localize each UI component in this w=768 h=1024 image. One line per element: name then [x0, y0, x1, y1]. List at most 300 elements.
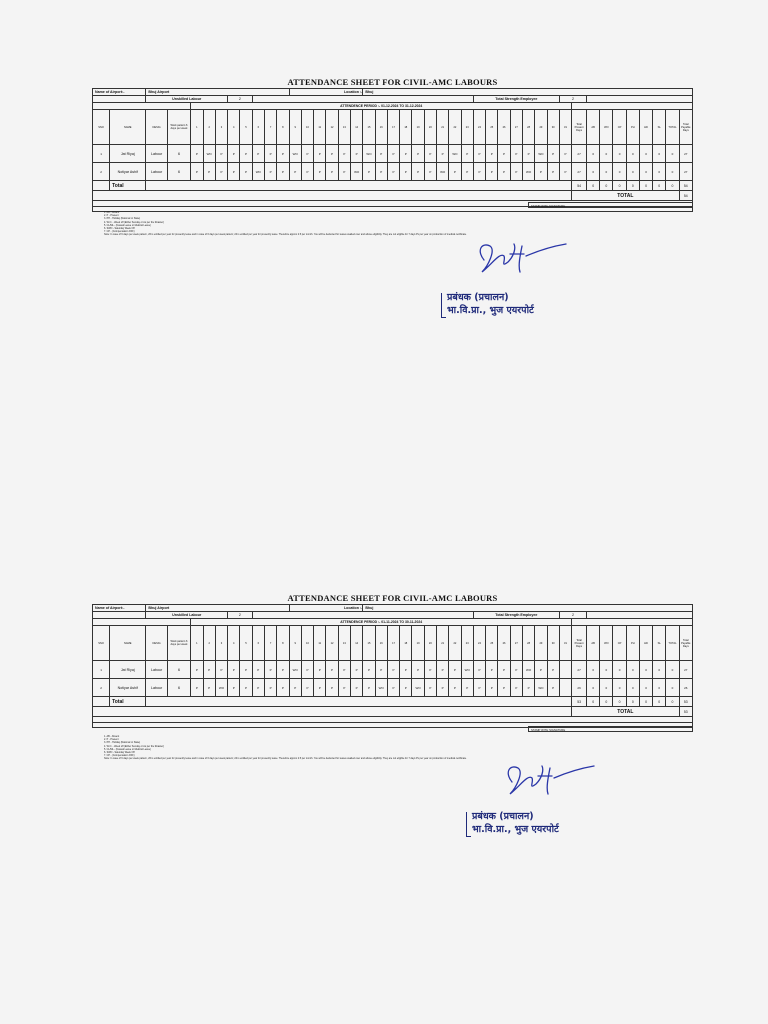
row-day-mark: P: [264, 163, 276, 181]
col-extra: CP: [613, 110, 626, 145]
row-day-mark: P: [473, 163, 485, 181]
row-day-mark: P: [449, 163, 461, 181]
col-extra: Total Payable Days: [679, 626, 692, 661]
attendance-sheet-december: [92, 77, 693, 212]
row-day-mark: P: [387, 679, 399, 697]
col-day: 27: [510, 110, 522, 145]
note-line: 3. PH - Holiday (National or State): [104, 217, 141, 221]
labour-count: 2: [228, 612, 253, 619]
row-total-cell: 26: [679, 679, 692, 697]
col-day: 27: [510, 626, 522, 661]
row-total-cell: 0: [587, 163, 600, 181]
row-total-cell: 0: [613, 163, 626, 181]
col-extra: PH: [626, 626, 639, 661]
col-day: 5: [240, 626, 252, 661]
row-total-cell: 0: [666, 163, 679, 181]
row-day-mark: P: [215, 661, 227, 679]
row-day-mark: P: [314, 661, 326, 679]
labour-type: Unskilled Labour: [146, 96, 228, 103]
seal-line-2: भा.वि.प्रा., भुज एयरपोर्ट: [472, 824, 559, 835]
row-day-mark: P: [412, 145, 424, 163]
row-total-cell: 0: [613, 661, 626, 679]
table-row: [93, 163, 693, 181]
note-line: 2. P - Present: [104, 214, 119, 218]
row-day-mark: P: [203, 679, 215, 697]
row-day-mark: P: [400, 145, 412, 163]
location-name: Bhuj: [363, 89, 693, 96]
sheet-title: ATTENDANCE SHEET FOR CIVIL-AMC LABOURS: [287, 77, 498, 87]
row-day-mark: P: [240, 163, 252, 181]
col-day: 9: [289, 110, 301, 145]
row-name: Jat Riyaj: [110, 661, 146, 679]
row-total-cell: 27: [572, 661, 587, 679]
col-day: 18: [400, 626, 412, 661]
row-total-cell: 0: [587, 679, 600, 697]
row-day-mark: P: [289, 679, 301, 697]
total-label: Total: [110, 697, 146, 707]
total-cell: 0: [587, 181, 600, 191]
col-extra: WO: [600, 110, 613, 145]
stamp-with-signature-box: STAMP WITH SIGNATURE: [528, 726, 693, 732]
attendance-table: [92, 88, 693, 212]
note-line: 7. CP - (Compensation OFF): [104, 754, 135, 758]
row-day-mark: P: [277, 145, 289, 163]
location-name: Bhuj: [363, 605, 693, 612]
row-day-mark: P: [498, 661, 510, 679]
col-day: 3: [215, 626, 227, 661]
row-day-mark: P: [486, 679, 498, 697]
col-day: 25: [486, 626, 498, 661]
total-cell: 0: [653, 181, 666, 191]
col-name: NAME: [110, 110, 146, 145]
attendance-period: ATTENDENCE PERIOD :- 01-12-2024 TO 31-12-2024: [191, 103, 572, 110]
col-day: 11: [314, 110, 326, 145]
stamp-with-signature-box: STAMP WITH SIGNATURE: [528, 202, 693, 208]
strength-label: Total Strength Employee: [473, 96, 559, 103]
col-day: 29: [535, 626, 547, 661]
row-day-mark: WO: [412, 679, 424, 697]
total-cell: 54: [679, 181, 692, 191]
col-day: 20: [424, 626, 436, 661]
row-day-mark: P: [510, 679, 522, 697]
header-row-airport: [93, 605, 693, 612]
col-day: 1: [191, 626, 203, 661]
note-line: 6. SWO - Saturday Week Off: [104, 751, 135, 755]
total-row: [93, 181, 693, 191]
row-day-mark: P: [559, 145, 571, 163]
row-day-mark: WO: [350, 163, 362, 181]
row-day-mark: P: [240, 661, 252, 679]
row-day-mark: P: [437, 661, 449, 679]
header-row-labour: [93, 96, 693, 103]
col-day: 26: [498, 626, 510, 661]
col-day: 6: [252, 626, 264, 661]
row-day-mark: WO: [215, 679, 227, 697]
row-day-mark: P: [338, 145, 350, 163]
note-line: 4. W.O. - Week off (Either Sunday or As per the Roaster): [104, 744, 164, 748]
labour-type: Unskilled Labour: [146, 612, 228, 619]
col-extra: CP: [613, 626, 626, 661]
row-day-mark: P: [510, 163, 522, 181]
official-seal-2: [472, 810, 559, 836]
row-day-mark: P: [338, 661, 350, 679]
row-day-mark: P: [424, 679, 436, 697]
row-day-mark: P: [486, 163, 498, 181]
row-day-mark: P: [338, 163, 350, 181]
col-day: 16: [375, 626, 387, 661]
row-day-mark: P: [264, 145, 276, 163]
row-day-mark: P: [522, 145, 534, 163]
total-cell: 0: [653, 697, 666, 707]
col-day: 19: [412, 110, 424, 145]
row-day-mark: P: [535, 163, 547, 181]
row-day-mark: [559, 661, 571, 679]
row-day-mark: WO: [461, 661, 473, 679]
row-total-cell: 0: [653, 661, 666, 679]
row-day-mark: WO: [535, 679, 547, 697]
row-total-cell: 26: [572, 679, 587, 697]
row-day-mark: WO: [363, 145, 375, 163]
col-name: NAME: [110, 626, 146, 661]
row-total-cell: 0: [666, 679, 679, 697]
row-day-mark: [559, 679, 571, 697]
row-day-mark: P: [240, 679, 252, 697]
col-extra: TOTAL: [666, 626, 679, 661]
row-day-mark: P: [424, 145, 436, 163]
col-day: 24: [473, 626, 485, 661]
seal-line-1: प्रबंधक (प्रचालन): [447, 292, 509, 303]
col-day: 12: [326, 110, 338, 145]
total-cell: 0: [639, 181, 652, 191]
row-day-mark: P: [473, 145, 485, 163]
column-header-row: [93, 626, 693, 661]
row-day-mark: P: [535, 661, 547, 679]
header-row-period: [93, 619, 693, 626]
row-total-cell: 0: [587, 661, 600, 679]
total-label: Total: [110, 181, 146, 191]
row-day-mark: P: [228, 661, 240, 679]
col-day: 8: [277, 110, 289, 145]
row-total-cell: 0: [626, 661, 639, 679]
row-pattern: 6: [167, 661, 190, 679]
note-line: 6. SWO - Saturday Week Off: [104, 227, 135, 231]
row-day-mark: WO: [289, 145, 301, 163]
total-cell: 0: [600, 697, 613, 707]
row-name: Notiyar Ashif: [110, 163, 146, 181]
header-row-labour: [93, 612, 693, 619]
header-row-period: [93, 103, 693, 110]
note-line: 5. CL/ML - (Casual Leave or Medical Leave): [104, 223, 151, 227]
handwritten-signature-1: [470, 238, 570, 278]
col-day: 13: [338, 626, 350, 661]
location-label: Location :-: [289, 89, 363, 96]
row-pattern: 6: [167, 163, 190, 181]
row-total-cell: 0: [639, 145, 652, 163]
col-day: 4: [228, 626, 240, 661]
row-day-mark: P: [252, 679, 264, 697]
row-day-mark: P: [375, 145, 387, 163]
note-line: Note: In case of 6 days per week pattern, 26 is entitled per year for presently leave and in case of 6 days per week pattern; 24 is entitled per year for presently leave. Therefore approx 2.5 per month. You will be deducted for leaves availed over and above eligibility. They are not eligible for 7 days PL per year on production of medical certificate.: [104, 757, 467, 761]
row-pattern: 6: [167, 679, 190, 697]
total-cell: 0: [587, 697, 600, 707]
row-total-cell: 27: [572, 145, 587, 163]
row-day-mark: P: [473, 679, 485, 697]
row-total-cell: 0: [613, 145, 626, 163]
row-day-mark: P: [350, 661, 362, 679]
row-day-mark: P: [498, 679, 510, 697]
grand-total-label: TOTAL: [572, 707, 679, 717]
row-day-mark: P: [277, 163, 289, 181]
col-desig: DESIG: [146, 110, 167, 145]
row-day-mark: P: [264, 679, 276, 697]
row-sno: 2: [93, 679, 110, 697]
row-total-cell: 0: [639, 679, 652, 697]
row-day-mark: P: [301, 145, 313, 163]
notes-legend-2: [104, 735, 484, 761]
row-total-cell: 0: [600, 661, 613, 679]
row-name: Jat Riyaj: [110, 145, 146, 163]
total-cell: 54: [572, 181, 587, 191]
col-day: 7: [264, 110, 276, 145]
airport-label: Name of Airport:-: [93, 605, 146, 612]
strength-value: 2: [559, 96, 586, 103]
total-cell: 0: [666, 697, 679, 707]
row-day-mark: P: [289, 163, 301, 181]
row-day-mark: P: [547, 145, 559, 163]
row-total-cell: 0: [600, 163, 613, 181]
row-sno: 1: [93, 661, 110, 679]
col-day: 12: [326, 626, 338, 661]
attendance-sheet-november: [92, 593, 693, 728]
col-day: 23: [461, 110, 473, 145]
col-day: 2: [203, 626, 215, 661]
row-day-mark: P: [338, 679, 350, 697]
row-day-mark: P: [314, 679, 326, 697]
row-desig: Labour: [146, 661, 167, 679]
row-day-mark: P: [375, 661, 387, 679]
attendance-table: [92, 604, 693, 728]
row-day-mark: P: [326, 145, 338, 163]
strength-value: 2: [559, 612, 586, 619]
col-total-present: Total Present Days: [572, 110, 587, 145]
row-day-mark: P: [400, 661, 412, 679]
col-extra: HD: [639, 626, 652, 661]
col-day: 4: [228, 110, 240, 145]
row-day-mark: P: [191, 145, 203, 163]
row-day-mark: P: [387, 145, 399, 163]
row-day-mark: P: [486, 661, 498, 679]
col-day: 21: [437, 626, 449, 661]
attendance-period: ATTENDENCE PERIOD :- 01-11-2024 TO 30-11-2024: [191, 619, 572, 626]
note-line: 1. AB - Absent: [104, 211, 120, 214]
row-day-mark: P: [461, 679, 473, 697]
row-day-mark: P: [228, 145, 240, 163]
row-day-mark: P: [387, 163, 399, 181]
seal-line-2: भा.वि.प्रा., भुज एयरपोर्ट: [447, 305, 534, 316]
labour-count: 2: [228, 96, 253, 103]
row-total-cell: 0: [626, 679, 639, 697]
grand-total-label: TOTAL: [572, 191, 679, 201]
col-day: 14: [350, 110, 362, 145]
col-day: 14: [350, 626, 362, 661]
row-day-mark: P: [400, 163, 412, 181]
col-day: 24: [473, 110, 485, 145]
row-day-mark: P: [326, 163, 338, 181]
row-total-cell: 0: [666, 145, 679, 163]
row-day-mark: P: [191, 679, 203, 697]
col-day: 19: [412, 626, 424, 661]
row-day-mark: WO: [522, 163, 534, 181]
row-day-mark: P: [215, 145, 227, 163]
official-seal-1: [447, 291, 534, 317]
row-day-mark: WO: [203, 145, 215, 163]
row-day-mark: P: [264, 661, 276, 679]
airport-name: Bhuj Airport: [146, 89, 289, 96]
row-total-cell: 0: [639, 661, 652, 679]
column-header-row: [93, 110, 693, 145]
notes-legend-1: [104, 211, 484, 237]
row-total-cell: 0: [587, 145, 600, 163]
row-day-mark: P: [449, 661, 461, 679]
col-total-present: Total Present Days: [572, 626, 587, 661]
row-day-mark: P: [387, 661, 399, 679]
row-day-mark: P: [252, 661, 264, 679]
total-cell: 0: [613, 697, 626, 707]
row-desig: Labour: [146, 145, 167, 163]
row-day-mark: WO: [375, 679, 387, 697]
total-cell: 53: [572, 697, 587, 707]
note-line: 3. PH - Holiday (National or State): [104, 741, 141, 745]
note-line: 1. AB - Absent: [104, 735, 120, 738]
row-total-cell: 0: [653, 163, 666, 181]
row-day-mark: P: [228, 679, 240, 697]
col-day: 17: [387, 626, 399, 661]
row-day-mark: P: [326, 661, 338, 679]
row-day-mark: P: [228, 163, 240, 181]
col-day: 3: [215, 110, 227, 145]
col-extra: TOTAL: [666, 110, 679, 145]
handwritten-signature-2: [498, 760, 598, 800]
col-extra: HD: [639, 110, 652, 145]
col-extra: AB: [587, 626, 600, 661]
sheet-title: ATTENDANCE SHEET FOR CIVIL-AMC LABOURS: [287, 593, 498, 603]
row-total-cell: 0: [600, 679, 613, 697]
total-cell: 0: [626, 697, 639, 707]
col-day: 23: [461, 626, 473, 661]
total-cell: 0: [613, 181, 626, 191]
row-day-mark: P: [559, 163, 571, 181]
total-cell: 0: [639, 697, 652, 707]
note-line: 5. CL/ML - (Casual Leave or Medical Leave): [104, 747, 151, 751]
row-total-cell: 0: [600, 145, 613, 163]
row-day-mark: P: [363, 661, 375, 679]
table-row: [93, 661, 693, 679]
row-day-mark: P: [350, 679, 362, 697]
row-total-cell: 0: [639, 163, 652, 181]
row-day-mark: P: [461, 163, 473, 181]
col-day: 21: [437, 110, 449, 145]
col-day: 2: [203, 110, 215, 145]
col-desig: DESIG: [146, 626, 167, 661]
row-day-mark: P: [252, 145, 264, 163]
col-day: 11: [314, 626, 326, 661]
row-day-mark: P: [203, 163, 215, 181]
row-day-mark: P: [486, 145, 498, 163]
airport-name: Bhuj Airport: [146, 605, 289, 612]
row-day-mark: P: [424, 163, 436, 181]
row-day-mark: WO: [289, 661, 301, 679]
row-total-cell: 0: [626, 145, 639, 163]
col-extra: AB: [587, 110, 600, 145]
row-day-mark: P: [363, 163, 375, 181]
table-row: [93, 679, 693, 697]
airport-label: Name of Airport:-: [93, 89, 146, 96]
col-day: 15: [363, 626, 375, 661]
row-day-mark: P: [191, 163, 203, 181]
note-line: Note: In case of 6 days per week pattern, 26 is entitled per year for presently leave and in case of 6 days per week pattern; 24 is entitled per year for presently leave. Therefore approx 2.5 per month. You will be deducted for leaves availed over and above eligibility. They are not eligible for 7 days PL per year on production of medical certificate.: [104, 233, 467, 237]
note-line: 4. W.O. - Week off (Either Sunday or As per the Roaster): [104, 220, 164, 224]
col-extra: Total Payable Days: [679, 110, 692, 145]
row-day-mark: P: [449, 679, 461, 697]
seal-line-1: प्रबंधक (प्रचालन): [472, 811, 534, 822]
col-day: 9: [289, 626, 301, 661]
strength-label: Total Strength Employee: [473, 612, 559, 619]
col-extra: SL: [653, 110, 666, 145]
col-day: 16: [375, 110, 387, 145]
row-day-mark: P: [510, 145, 522, 163]
row-total-cell: 0: [653, 679, 666, 697]
col-day: 31: [559, 110, 571, 145]
row-day-mark: P: [326, 679, 338, 697]
row-day-mark: P: [301, 163, 313, 181]
row-day-mark: WO: [252, 163, 264, 181]
col-day: 13: [338, 110, 350, 145]
row-day-mark: P: [314, 145, 326, 163]
note-line: 7. CP - (Compensation OFF): [104, 230, 135, 234]
row-day-mark: P: [375, 163, 387, 181]
row-sno: 1: [93, 145, 110, 163]
row-day-mark: P: [498, 163, 510, 181]
col-day: 22: [449, 110, 461, 145]
row-day-mark: WO: [437, 163, 449, 181]
total-cell: 53: [679, 697, 692, 707]
location-label: Location :-: [289, 605, 363, 612]
row-day-mark: P: [301, 661, 313, 679]
col-day: 10: [301, 626, 313, 661]
row-day-mark: P: [191, 661, 203, 679]
col-extra: PH: [626, 110, 639, 145]
col-day: 5: [240, 110, 252, 145]
total-cell: 0: [626, 181, 639, 191]
row-day-mark: P: [510, 661, 522, 679]
row-total-cell: 0: [666, 661, 679, 679]
row-day-mark: P: [461, 145, 473, 163]
col-day: 7: [264, 626, 276, 661]
row-total-cell: 0: [626, 163, 639, 181]
row-day-mark: P: [363, 679, 375, 697]
col-day: 28: [522, 626, 534, 661]
row-day-mark: P: [240, 145, 252, 163]
row-pattern: 6: [167, 145, 190, 163]
col-day: 15: [363, 110, 375, 145]
col-day: 26: [498, 110, 510, 145]
row-day-mark: P: [522, 679, 534, 697]
row-day-mark: P: [412, 163, 424, 181]
row-day-mark: P: [277, 661, 289, 679]
col-sno: SNO: [93, 626, 110, 661]
col-day: 8: [277, 626, 289, 661]
col-day: 30: [547, 626, 559, 661]
